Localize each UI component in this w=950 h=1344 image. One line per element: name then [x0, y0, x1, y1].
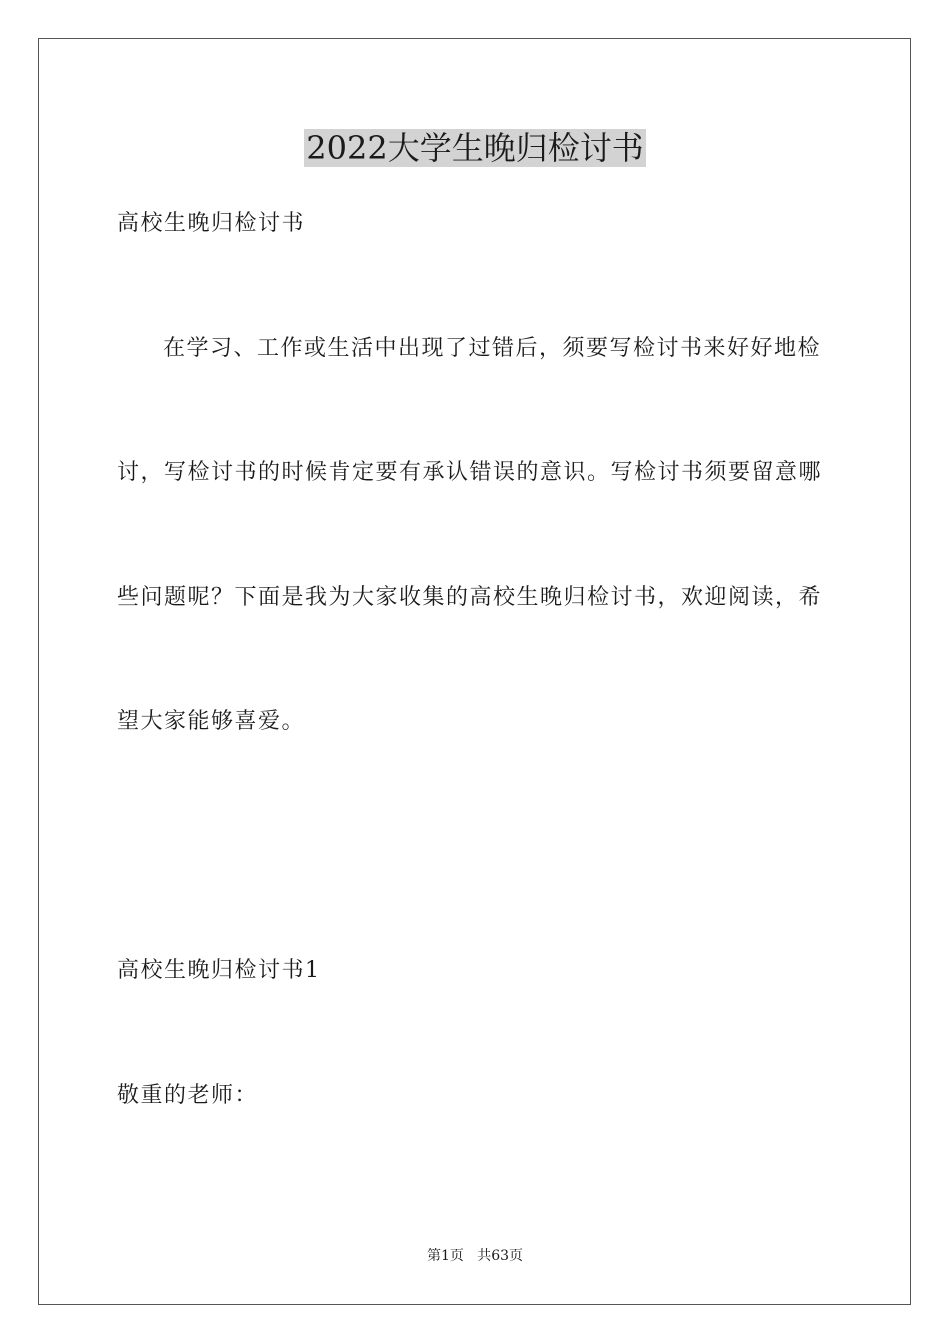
- page-footer: 第1页 共63页: [426, 1248, 524, 1264]
- intro-paragraph-line-4: 望大家能够喜爱。: [117, 709, 306, 734]
- intro-paragraph-line-1: 在学习、工作或生活中出现了过错后，须要写检讨书来好好地检: [163, 336, 822, 361]
- salutation: 敬重的老师：: [117, 1083, 259, 1108]
- document-title: [0, 126, 950, 170]
- document-subtitle: 高校生晚归检讨书: [117, 211, 306, 236]
- intro-paragraph-line-3: 些问题呢？下面是我为大家收集的高校生晚归检讨书，欢迎阅读，希: [117, 585, 823, 610]
- intro-paragraph-line-2: 讨，写检讨书的时候肯定要有承认错误的意识。写检讨书须要留意哪: [117, 460, 823, 485]
- title-text: 2022大学生晚归检讨书: [306, 129, 644, 167]
- section-heading: 高校生晚归检讨书1: [117, 958, 321, 983]
